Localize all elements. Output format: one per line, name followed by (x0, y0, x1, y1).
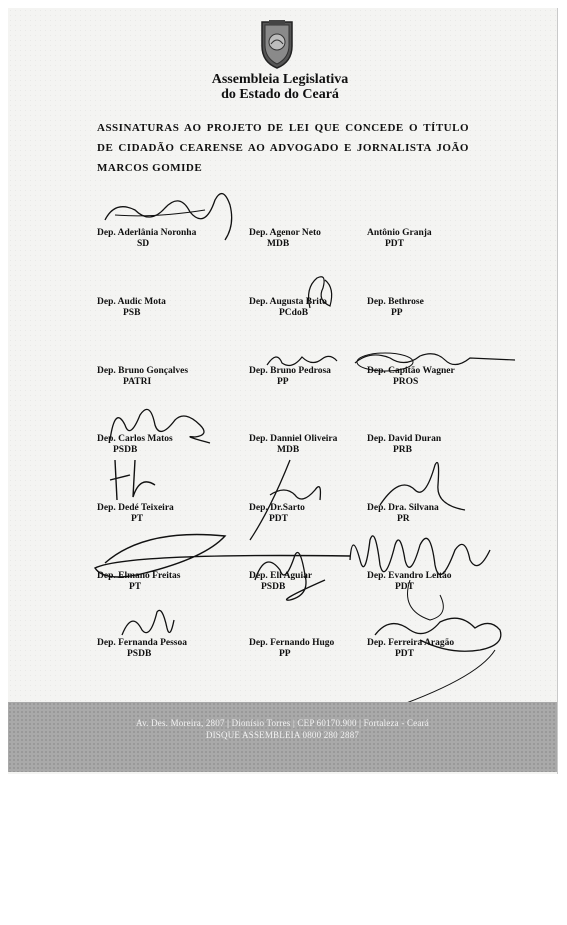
signer-block (367, 503, 507, 525)
signer-block (97, 228, 237, 250)
signer-block (97, 638, 237, 660)
signer-block (97, 571, 237, 593)
signer-block (367, 571, 507, 593)
signer-block (97, 503, 237, 525)
signer-block (97, 434, 237, 456)
footer-address: Av. Des. Moreira, 2807 | Dionísio Torres | CEP 60170.900 | Fortaleza - Ceará (136, 718, 429, 728)
signer-party: PP (391, 308, 403, 318)
signer-party: PSDB (127, 649, 152, 659)
signer-name: Dep. Agenor Neto (249, 228, 321, 238)
signer-block (367, 297, 507, 319)
signer-party: SD (137, 239, 150, 249)
signer-name: Dep. Audic Mota (97, 297, 166, 307)
signer-block (367, 638, 507, 660)
signer-block (367, 434, 507, 456)
signer-name: Dep. Carlos Matos (97, 434, 173, 444)
signer-party: MDB (277, 445, 300, 455)
signer-party: PDT (395, 582, 414, 592)
signer-party: PDT (395, 649, 414, 659)
signer-party: PT (131, 514, 144, 524)
signer-party: PDT (269, 514, 288, 524)
signer-name: Dep. Fernanda Pessoa (97, 638, 187, 648)
signer-name: Antônio Granja (367, 228, 432, 238)
org-line-1: Assembleia Legislativa (211, 72, 349, 87)
signer-name: Dep. Bruno Gonçalves (97, 366, 189, 376)
signer-party: PSB (123, 308, 141, 318)
footer-hotline: DISQUE ASSEMBLEIA 0800 280 2887 (205, 730, 360, 740)
document-heading: ASSINATURAS AO PROJETO DE LEI QUE CONCEDE O TÍTULO DE CIDADÃO CEARENSE AO ADVOGADO E JORNALISTA JOÃO MARCOS GOMIDE (97, 122, 469, 174)
signer-name: Dep. Augusta Brito (249, 297, 327, 307)
signer-name: Dep. Evandro Leitão (367, 571, 452, 581)
signer-party: PATRI (123, 377, 152, 387)
signer-party: PT (129, 582, 142, 592)
signer-party: PSDB (261, 582, 286, 592)
signer-name: Dep. Dra. Silvana (367, 503, 439, 513)
organization-name (170, 72, 390, 102)
signer-block (97, 366, 237, 388)
signer-party: PROS (393, 377, 419, 387)
state-seal-icon (256, 18, 298, 70)
signer-party: PP (277, 377, 289, 387)
org-line-2: do Estado do Ceará (221, 87, 339, 102)
signer-block (367, 366, 507, 388)
signer-name: Dep. Bruno Pedrosa (249, 366, 331, 376)
signer-name: Dep. Eli Aguiar (249, 571, 313, 581)
signer-name: Dep. Dedé Teixeira (97, 503, 174, 513)
signer-party: PRB (393, 445, 412, 455)
signer-party: PSDB (113, 445, 138, 455)
signer-name: Dep. Fernando Hugo (249, 638, 335, 648)
signer-party: MDB (267, 239, 290, 249)
signer-party: PR (397, 514, 410, 524)
signer-block (367, 228, 507, 250)
signer-name: Dep. David Duran (367, 434, 442, 444)
signer-name: Dep. Dr.Sarto (249, 503, 305, 513)
signer-name: Dep. Ferreira Aragão (367, 638, 455, 648)
signer-party: PCdoB (279, 308, 309, 318)
signer-name: Dep. Danniel Oliveira (249, 434, 338, 444)
signer-block (97, 297, 237, 319)
signer-name: Dep. Aderlânia Noronha (97, 228, 197, 238)
signer-name: Dep. Elmano Freitas (97, 571, 181, 581)
signer-name: Dep. Bethrose (367, 297, 424, 307)
signer-party: PDT (385, 239, 404, 249)
signer-party: PP (279, 649, 291, 659)
signer-name: Dep. Capitão Wagner (367, 366, 455, 376)
